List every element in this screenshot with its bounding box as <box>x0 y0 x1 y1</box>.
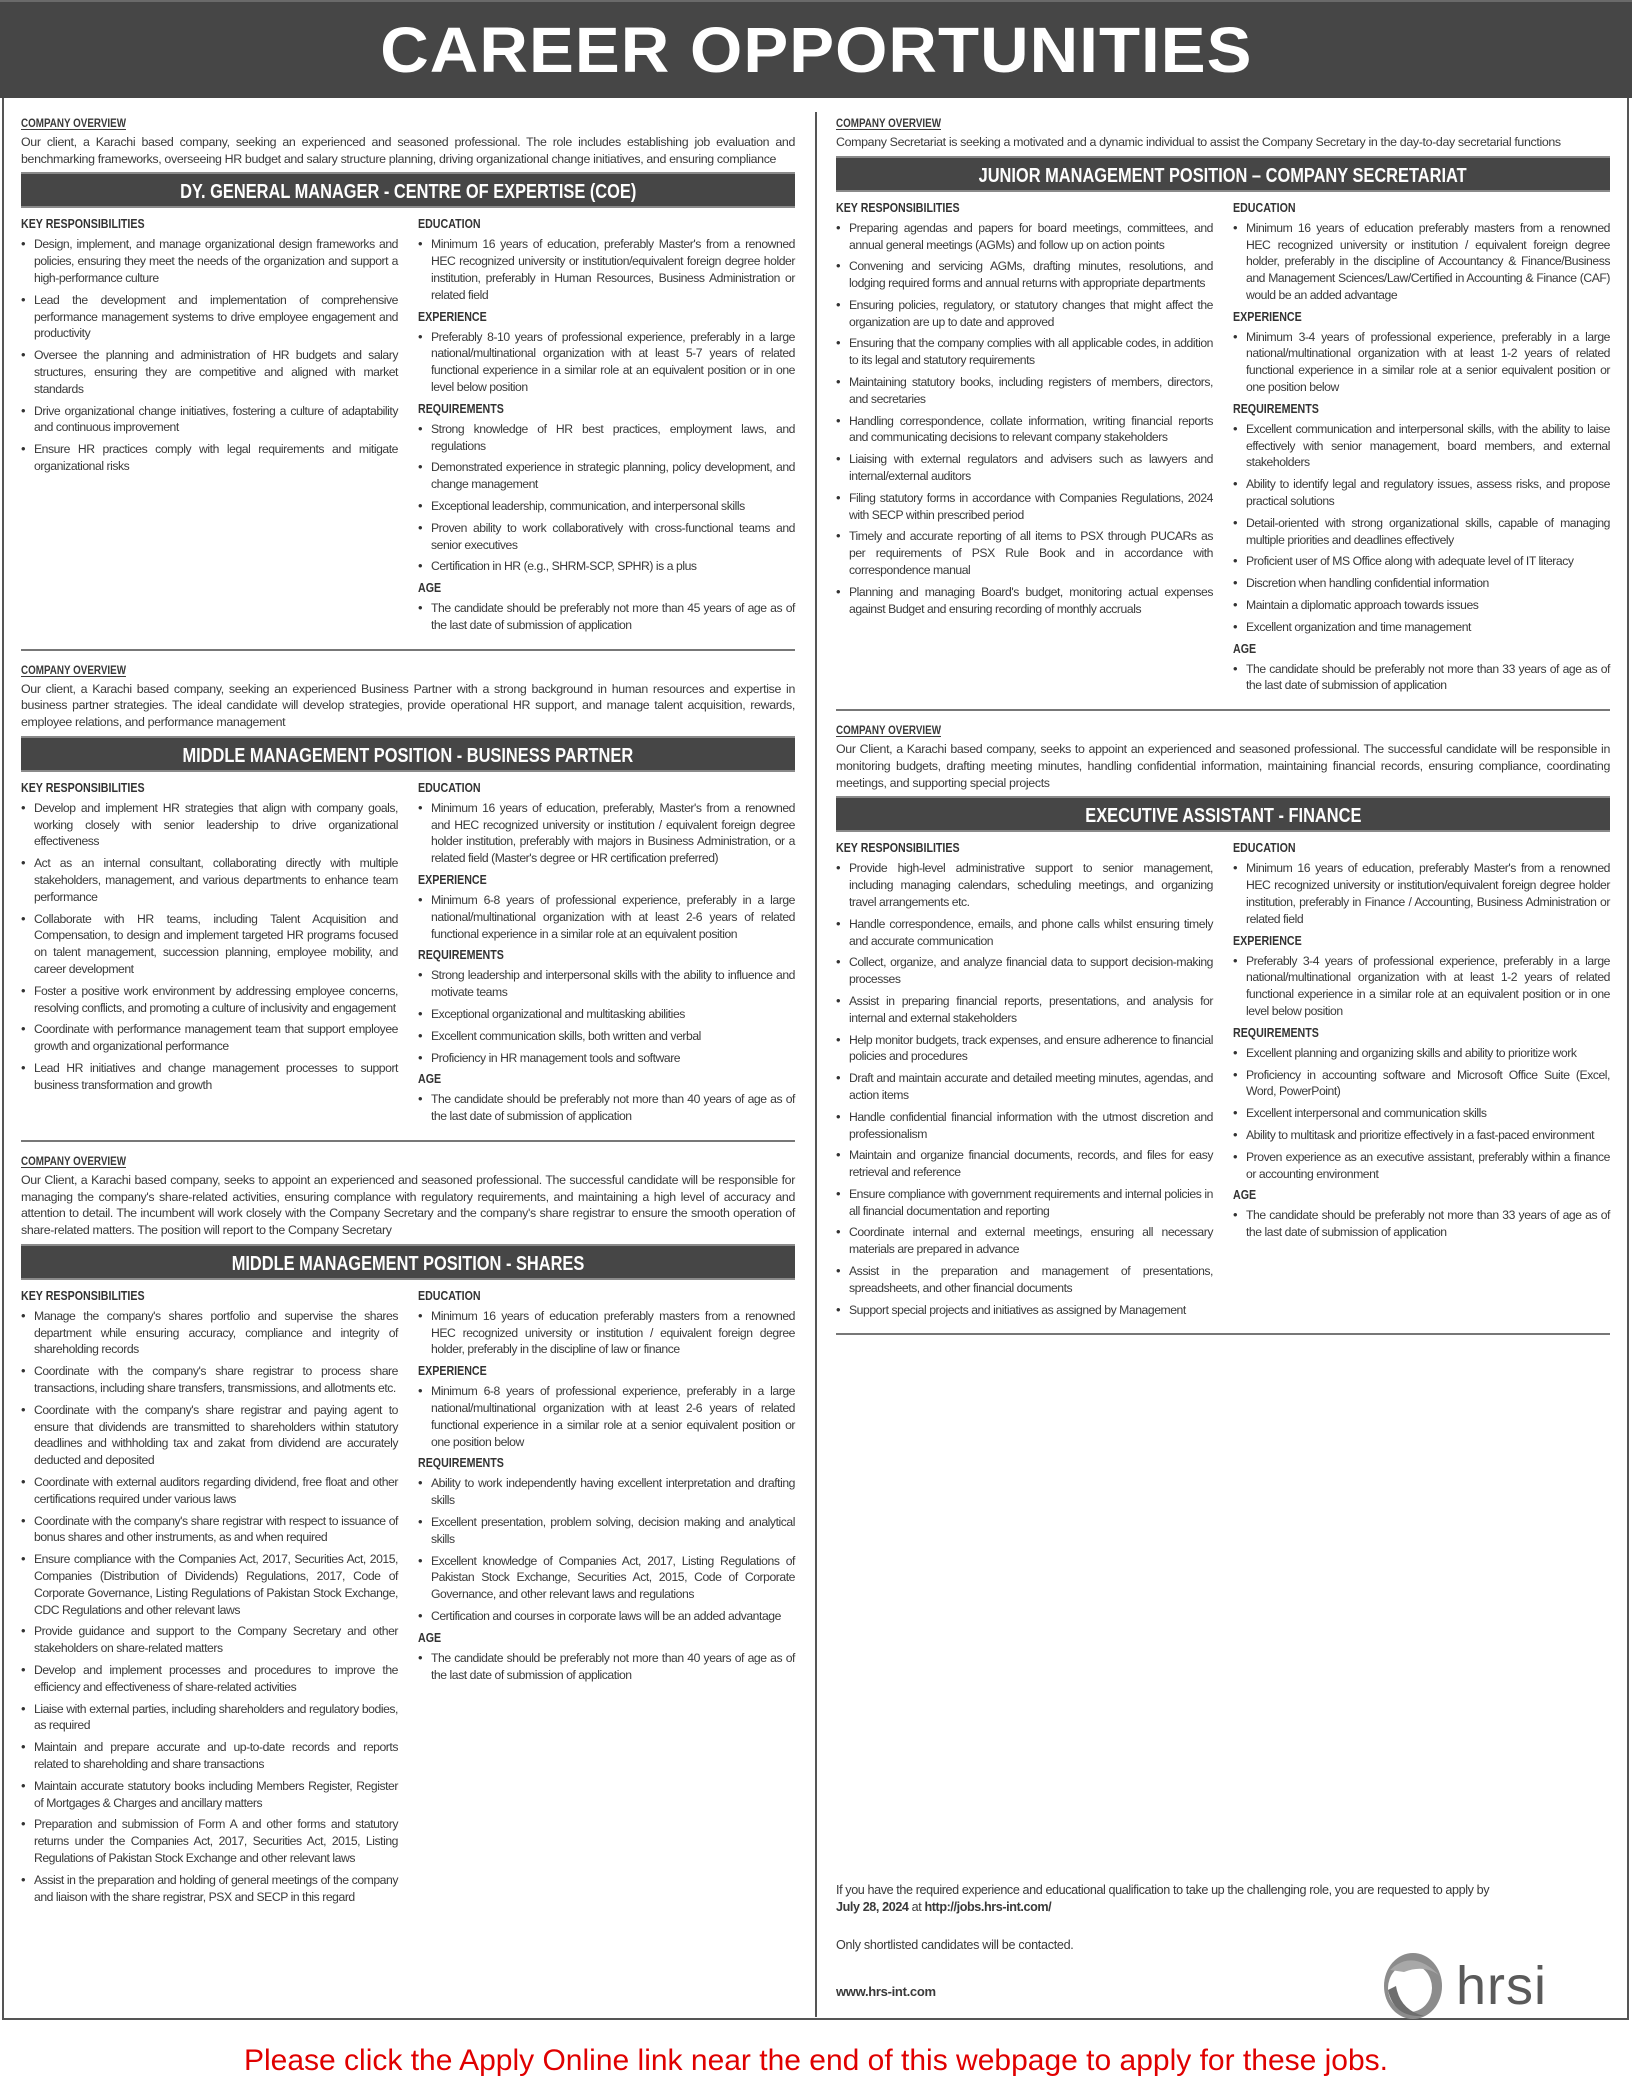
age-heading: AGE <box>418 1071 442 1087</box>
experience-heading: EXPERIENCE <box>418 1363 487 1379</box>
key-responsibilities-list <box>21 236 398 474</box>
key-responsibilities-list <box>836 860 1213 1318</box>
list-item: • Ensure compliance with government requirements and internal policies in all financial documentation and reporting <box>836 1186 1213 1220</box>
key-responsibilities-list <box>836 220 1213 618</box>
list-item: • Assist in preparing financial reports, presentations, and analysis for internal and external stakeholders <box>836 993 1213 1027</box>
list-item: • Coordinate internal and external meetings, ensuring all necessary materials are prepared in advance <box>836 1224 1213 1258</box>
list-item: • Exceptional leadership, communication, and interpersonal skills <box>418 498 795 515</box>
list-item: • Planning and managing Board's budget, monitoring actual expenses against Budget and ensuring recording of monthly accruals <box>836 584 1213 618</box>
list-item: • Minimum 16 years of education, preferably Master's from a renowned HEC recognized university or institution/equivalent foreign degree holder institution, preferably in Human Resources, Business Administration or related field <box>418 236 795 303</box>
list-item: • Maintain accurate statutory books including Members Register, Register of Mortgages & Charges and ancillary matters <box>21 1778 398 1812</box>
list-item: • Preparing agendas and papers for board meetings, committees, and annual general meetings (AGMs) and follow up on action points <box>836 220 1213 254</box>
education-heading: EDUCATION <box>1233 199 1296 215</box>
hrsi-logo-text: hrsi <box>1456 1956 1548 2016</box>
list-item: • Maintain a diplomatic approach towards issues <box>1233 597 1610 614</box>
experience-list <box>1233 953 1610 1020</box>
company-overview-text: Our Client, a Karachi based company, seeks to appoint an experienced and seasoned professional. The successful candidate will be responsible in monitoring budgets, drafting meeting minutes, handling confidential information, maintaining financial records, ensuring compliance, coordinating meetings, and supporting special projects <box>836 742 1610 790</box>
list-item: • Coordinate with the company's share registrar to process share transactions, including share transfers, transmissions, and allotments etc. <box>21 1363 398 1397</box>
list-item: • Timely and accurate reporting of all items to PSX through PUCARs as per requirements of PSX Rule Book and in accordance with correspondence manual <box>836 528 1213 578</box>
company-overview-text: Our client, a Karachi based company, seeking an experienced Business Partner with a strong background in human resources and expertise in business partner strategies. The ideal candidate will develop strategies, provide operational HR support, and manage talent acquisition, rewards, employee relations, and performance management <box>21 681 795 730</box>
list-item: • Handle confidential financial information with the utmost discretion and professionalism <box>836 1109 1213 1143</box>
list-item: • Excellent interpersonal and communication skills <box>1233 1105 1610 1122</box>
job-title: DY. GENERAL MANAGER - CENTRE OF EXPERTISE (COE) <box>179 181 637 204</box>
responsibilities-column <box>836 198 1213 700</box>
list-item: • Assist in the preparation and holding of general meetings of the company and liaison with the share registrar, PSX and SECP in this regard <box>21 1872 398 1906</box>
list-item: • Proficient user of MS Office along with adequate level of IT literacy <box>1233 553 1610 570</box>
list-item: • Certification in HR (e.g., SHRM-SCP, SPHR) is a plus <box>418 558 795 575</box>
requirements-heading: REQUIREMENTS <box>1233 1024 1319 1040</box>
company-overview-label: COMPANY OVERVIEW <box>21 116 126 130</box>
list-item: • Convening and servicing AGMs, drafting minutes, resolutions, and lodging required forms and annual returns with appropriate departments <box>836 258 1213 292</box>
list-item: • Demonstrated experience in strategic planning, policy development, and change management <box>418 459 795 493</box>
list-item: • Ability to multitask and prioritize effectively in a fast-paced environment <box>1233 1127 1610 1144</box>
responsibilities-column <box>21 778 398 1130</box>
left-column <box>21 114 795 1920</box>
education-heading: EDUCATION <box>418 216 481 232</box>
list-item: • The candidate should be preferably not more than 40 years of age as of the last date of submission of application <box>418 1650 795 1684</box>
list-item: • Minimum 16 years of education, preferably Master's from a renowned HEC recognized university or institution/equivalent foreign degree holder institution, preferably in Finance / Accounting, Business Administration or related field <box>1233 860 1610 927</box>
job-section <box>836 721 1610 1335</box>
company-overview-text: Our client, a Karachi based company, seeking an experienced and seasoned professional. The role includes establishing job evaluation and benchmarking frameworks, overseeing HR budget and salary structure planning, driving organizational change initiatives, and ensuring compliance <box>21 135 795 166</box>
list-item: • Coordinate with the company's share registrar with respect to issuance of bonus shares and other instruments, as and when required <box>21 1513 398 1547</box>
list-item: • Ensuring that the company complies with all applicable codes, in addition to its legal and statutory requirements <box>836 335 1213 369</box>
list-item: • Ability to identify legal and regulatory issues, assess risks, and propose practical solutions <box>1233 476 1610 510</box>
responsibilities-column <box>21 214 398 638</box>
list-item: • Handling correspondence, collate information, writing financial reports and communicating decisions to relevant company stakeholders <box>836 413 1213 447</box>
list-item: • Preferably 3-4 years of professional experience, preferably in a large national/multinational organization with at least 1-2 years of related functional experience in a similar role at an equivalent position or in one level below position <box>1233 953 1610 1020</box>
list-item: • The candidate should be preferably not more than 40 years of age as of the last date of submission of application <box>418 1091 795 1125</box>
requirements-list <box>418 967 795 1066</box>
list-item: • Draft and maintain accurate and detailed meeting minutes, agendas, and action items <box>836 1070 1213 1104</box>
requirements-list <box>1233 421 1610 636</box>
list-item: • Excellent communication skills, both written and verbal <box>418 1028 795 1045</box>
list-item: • Filing statutory forms in accordance with Companies Regulations, 2024 with SECP within prescribed period <box>836 490 1213 524</box>
section-divider <box>836 709 1610 711</box>
list-item: • Support special projects and initiatives as assigned by Management <box>836 1302 1213 1319</box>
list-item: • Liaise with external parties, including shareholders and regulatory bodies, as required <box>21 1701 398 1735</box>
list-item: • Collect, organize, and analyze financial data to support decision-making processes <box>836 954 1213 988</box>
list-item: • Oversee the planning and administration of HR budgets and salary structures, ensuring they are competitive and aligned with market standards <box>21 347 398 397</box>
key-responsibilities-heading: KEY RESPONSIBILITIES <box>836 199 960 215</box>
page-title: CAREER OPPORTUNITIES <box>379 14 1253 86</box>
list-item: • Minimum 16 years of education preferably masters from a renowned HEC recognized university or institution / equivalent foreign degree holder, preferably in the discipline of Accountancy & Finance/Business and Management Sciences/Law/Certified in Accounting & Finance (CAF) would be an added advantage <box>1233 220 1610 304</box>
education-list <box>418 1308 795 1358</box>
list-item: • Proven experience as an executive assistant, preferably within a finance or accounting environment <box>1233 1149 1610 1183</box>
job-title-bar <box>21 172 795 208</box>
list-item: • Develop and implement processes and procedures to improve the efficiency and effectiveness of share-related activities <box>21 1662 398 1696</box>
list-item: • Ability to work independently having excellent interpretation and drafting skills <box>418 1475 795 1509</box>
key-responsibilities-list <box>21 1308 398 1906</box>
list-item: • Liaising with external regulators and advisers such as lawyers and internal/external auditors <box>836 451 1213 485</box>
experience-list <box>418 1383 795 1450</box>
job-section <box>836 114 1610 711</box>
experience-list <box>1233 329 1610 396</box>
requirements-list <box>418 421 795 575</box>
job-details <box>836 838 1610 1323</box>
age-list <box>418 600 795 634</box>
list-item: • Handle correspondence, emails, and phone calls whilst ensuring timely and accurate communication <box>836 916 1213 950</box>
hrsi-ring-logo-icon <box>1380 1950 1446 2022</box>
list-item: • Excellent planning and organizing skills and ability to prioritize work <box>1233 1045 1610 1062</box>
list-item: • Assist in the preparation and management of presentations, spreadsheets, and other financial documents <box>836 1263 1213 1297</box>
age-heading: AGE <box>1233 640 1257 656</box>
requirements-heading: REQUIREMENTS <box>1233 400 1319 416</box>
list-item: • Preferably 8-10 years of professional experience, preferably in a large national/multinational organization with at least 5-7 years of related functional experience in a similar role at an equivalent position or in one level below position <box>418 329 795 396</box>
list-item: • The candidate should be preferably not more than 33 years of age as of the last date of submission of application <box>1233 1207 1610 1241</box>
page-header <box>0 0 1632 98</box>
list-item: • Coordinate with performance management team that support employee growth and organizational performance <box>21 1021 398 1055</box>
list-item: • Coordinate with external auditors regarding dividend, free float and other certifications required under various laws <box>21 1474 398 1508</box>
list-item: • Ensure HR practices comply with legal requirements and mitigate organizational risks <box>21 441 398 475</box>
list-item: • Maintain and prepare accurate and up-to-date records and reports related to shareholding and share transactions <box>21 1739 398 1773</box>
requirements-heading: REQUIREMENTS <box>418 947 504 963</box>
list-item: • Minimum 6-8 years of professional experience, preferably in a large national/multinational organization with at least 2-6 years of related functional experience in a similar role at a senior equivalent position or one position below <box>418 1383 795 1450</box>
list-item: • Manage the company's shares portfolio and supervise the shares department while ensuring accuracy, compliance and integrity of shareholding records <box>21 1308 398 1358</box>
list-item: • Act as an internal consultant, collaborating directly with multiple stakeholders, management, and various departments to enhance team performance <box>21 855 398 905</box>
experience-heading: EXPERIENCE <box>1233 932 1302 948</box>
job-title-bar <box>21 1244 795 1280</box>
qualifications-column <box>1233 838 1610 1323</box>
list-item: • Detail-oriented with strong organizational skills, capable of managing multiple priorities and deadlines effectively <box>1233 515 1610 549</box>
experience-list <box>418 892 795 942</box>
hrsi-logo <box>1380 1950 1620 2022</box>
job-title-bar <box>836 796 1610 832</box>
job-title: EXECUTIVE ASSISTANT - FINANCE <box>1084 805 1362 828</box>
list-item: • Excellent communication and interpersonal skills, with the ability to laise effectively with senior management, board members, and external stakeholders <box>1233 421 1610 471</box>
list-item: • Excellent organization and time management <box>1233 619 1610 636</box>
list-item: • Design, implement, and manage organizational design frameworks and policies, ensuring they meet the needs of the organization and support a high-performance culture <box>21 236 398 286</box>
list-item: • Help monitor budgets, track expenses, and ensure adherence to financial policies and procedures <box>836 1032 1213 1066</box>
section-divider <box>21 1140 795 1142</box>
list-item: • Excellent knowledge of Companies Act, 2017, Listing Regulations of Pakistan Stock Exchange, Securities Act, 2015, Code of Corporate Governance, and other relevant laws and regulations <box>418 1553 795 1603</box>
responsibilities-column <box>836 838 1213 1323</box>
company-overview-label: COMPANY OVERVIEW <box>21 1154 126 1169</box>
job-section <box>21 1152 795 1910</box>
right-column <box>836 114 1610 1345</box>
requirements-heading: REQUIREMENTS <box>418 1455 504 1471</box>
list-item: • Minimum 16 years of education preferably masters from a renowned HEC recognized university or institution / equivalent foreign degree holder, preferably in the discipline of law or finance <box>418 1308 795 1358</box>
list-item: • Excellent presentation, problem solving, decision making and analytical skills <box>418 1514 795 1548</box>
section-divider <box>836 1333 1610 1335</box>
list-item: • Develop and implement HR strategies that align with company goals, working closely with senior leadership to drive organizational effectiveness <box>21 800 398 850</box>
list-item: • Proficiency in HR management tools and software <box>418 1050 795 1067</box>
qualifications-column <box>418 214 795 638</box>
requirements-list <box>418 1475 795 1624</box>
list-item: • Foster a positive work environment by addressing employee concerns, resolving conflicts, and promoting a culture of inclusivity and engagement <box>21 983 398 1017</box>
education-heading: EDUCATION <box>1233 840 1296 856</box>
age-list <box>418 1091 795 1125</box>
qualifications-column <box>418 1286 795 1911</box>
list-item: • The candidate should be preferably not more than 33 years of age as of the last date of submission of application <box>1233 661 1610 695</box>
list-item: • Provide guidance and support to the Company Secretary and other stakeholders on share-related matters <box>21 1623 398 1657</box>
job-details <box>21 1286 795 1911</box>
company-overview-label: COMPANY OVERVIEW <box>21 662 126 677</box>
list-item: • Maintaining statutory books, including registers of members, directors, and secretaries <box>836 374 1213 408</box>
experience-list <box>418 329 795 396</box>
list-item: • Ensure compliance with the Companies Act, 2017, Securities Act, 2015, Companies (Distribution of Dividends) Regulations, 2017, Code of Corporate Governance, Listing Regulations of Pakistan Stock Exchange, CDC Regulations and other relevant laws <box>21 1551 398 1618</box>
apply-text <box>836 1882 1610 1916</box>
age-list <box>418 1650 795 1684</box>
age-list <box>1233 661 1610 695</box>
apply-at: at <box>908 1900 925 1914</box>
key-responsibilities-heading: KEY RESPONSIBILITIES <box>21 779 145 795</box>
section-divider <box>21 649 795 651</box>
list-item: • Drive organizational change initiatives, fostering a culture of adaptability and continuous improvement <box>21 403 398 437</box>
website-link[interactable]: www.hrs-int.com <box>836 1984 936 1999</box>
age-heading: AGE <box>1233 1187 1257 1203</box>
list-item: • Lead HR initiatives and change management processes to support business transformation and growth <box>21 1060 398 1094</box>
list-item: • Preparation and submission of Form A and other forms and statutory returns under the Companies Act, 2017, Securities Act, 2015, Listing Regulations of Pakistan Stock Exchange and other relevant laws <box>21 1816 398 1866</box>
experience-heading: EXPERIENCE <box>1233 308 1302 324</box>
education-heading: EDUCATION <box>418 1287 481 1303</box>
age-heading: AGE <box>418 580 442 596</box>
education-heading: EDUCATION <box>418 779 481 795</box>
apply-online-notice: Please click the Apply Online link near the end of this webpage to apply for these jobs. <box>243 2044 1389 2077</box>
list-item: • Minimum 16 years of education, preferably, Master's from a renowned and HEC recognized university or institution / equivalent foreign degree holder institution, preferably with majors in Business Administration, or a related field (Master's degree or HR certification preferred) <box>418 800 795 867</box>
education-list <box>1233 220 1610 304</box>
list-item: • Proficiency in accounting software and Microsoft Office Suite (Excel, Word, PowerPoint) <box>1233 1067 1610 1101</box>
age-heading: AGE <box>418 1629 442 1645</box>
job-title-bar <box>21 736 795 772</box>
list-item: • Ensuring policies, regulatory, or statutory changes that might affect the organization are up to date and approved <box>836 297 1213 331</box>
job-title: MIDDLE MANAGEMENT POSITION - SHARES <box>231 1252 585 1275</box>
experience-heading: EXPERIENCE <box>418 308 487 324</box>
job-details <box>21 214 795 638</box>
company-overview-label: COMPANY OVERVIEW <box>836 116 941 130</box>
list-item: • Proven ability to work collaboratively with cross-functional teams and senior executives <box>418 520 795 554</box>
requirements-list <box>1233 1045 1610 1183</box>
company-overview-text: Our Client, a Karachi based company, seeks to appoint an experienced and seasoned professional. The successful candidate will be responsible for managing the company's share-related activities, ensuring complance with regulatory requirements, and maintaining a high level of accuracy and attention to detail. The incumbent will work closely with the Company Secretary and the company's share registrar to ensure the smooth operation of share-related matters. The position will report to the Company Secretary <box>21 1173 795 1238</box>
job-title: MIDDLE MANAGEMENT POSITION - BUSINESS PARTNER <box>182 744 634 767</box>
list-item: • Strong leadership and interpersonal skills with the ability to influence and motivate teams <box>418 967 795 1001</box>
list-item: • The candidate should be preferably not more than 45 years of age as of the last date of submission of application <box>418 600 795 634</box>
shortlist-note: Only shortlisted candidates will be contacted. <box>836 1938 1074 1952</box>
list-item: • Maintain and organize financial documents, records, and files for easy retrieval and reference <box>836 1147 1213 1181</box>
requirements-heading: REQUIREMENTS <box>418 400 504 416</box>
age-list <box>1233 1207 1610 1241</box>
apply-url-link[interactable]: http://jobs.hrs-int.com/ <box>924 1900 1052 1914</box>
experience-heading: EXPERIENCE <box>418 872 487 888</box>
list-item: • Minimum 6-8 years of professional experience, preferably in a large national/multinational organization with at least 2-6 years of related functional experience in a similar role at an equivalent position <box>418 892 795 942</box>
education-list <box>418 236 795 303</box>
key-responsibilities-list <box>21 800 398 1094</box>
key-responsibilities-heading: KEY RESPONSIBILITIES <box>21 1287 145 1303</box>
apply-deadline: July 28, 2024 <box>836 1900 909 1914</box>
list-item: • Provide high-level administrative support to senior management, including managing calendars, scheduling meetings, and organizing travel arrangements etc. <box>836 860 1213 910</box>
education-list <box>1233 860 1610 927</box>
list-item: • Collaborate with HR teams, including Talent Acquisition and Compensation, to design and implement targeted HR programs focused on talent management, succession planning, employee mobility, and career development <box>21 911 398 978</box>
job-title: JUNIOR MANAGEMENT POSITION – COMPANY SECRETARIAT <box>978 164 1468 187</box>
key-responsibilities-heading: KEY RESPONSIBILITIES <box>21 216 145 232</box>
job-section <box>21 114 795 651</box>
job-details <box>836 198 1610 700</box>
list-item: • Certification and courses in corporate laws will be an added advantage <box>418 1608 795 1625</box>
qualifications-column <box>1233 198 1610 700</box>
qualifications-column <box>418 778 795 1130</box>
list-item: • Strong knowledge of HR best practices, employment laws, and regulations <box>418 421 795 455</box>
job-title-bar <box>836 156 1610 192</box>
apply-sentence: If you have the required experience and educational qualification to take up the challenging role, you are requested to apply by <box>836 1883 1490 1897</box>
responsibilities-column <box>21 1286 398 1911</box>
education-list <box>418 800 795 867</box>
list-item: • Coordinate with the company's share registrar and paying agent to ensure that dividends are transmitted to shareholders within statutory deadlines and withholding tax and zakat from dividend are accurately deducted and deposited <box>21 1402 398 1469</box>
column-divider <box>815 112 817 2017</box>
job-details <box>21 778 795 1130</box>
list-item: • Minimum 3-4 years of professional experience, preferably in a large national/multinational organization with at least 1-2 years of related functional experience in a similar role at a senior equivalent position or one position below <box>1233 329 1610 396</box>
company-overview-text: Company Secretariat is seeking a motivated and a dynamic individual to assist the Company Secretary in the day-to-day secretarial functions <box>836 135 1561 149</box>
list-item: • Exceptional organizational and multitasking abilities <box>418 1006 795 1023</box>
list-item: • Discretion when handling confidential information <box>1233 575 1610 592</box>
company-overview-label: COMPANY OVERVIEW <box>836 723 941 738</box>
job-section <box>21 661 795 1142</box>
key-responsibilities-heading: KEY RESPONSIBILITIES <box>836 840 960 856</box>
list-item: • Lead the development and implementation of comprehensive performance management systems to drive employee engagement and productivity <box>21 292 398 342</box>
